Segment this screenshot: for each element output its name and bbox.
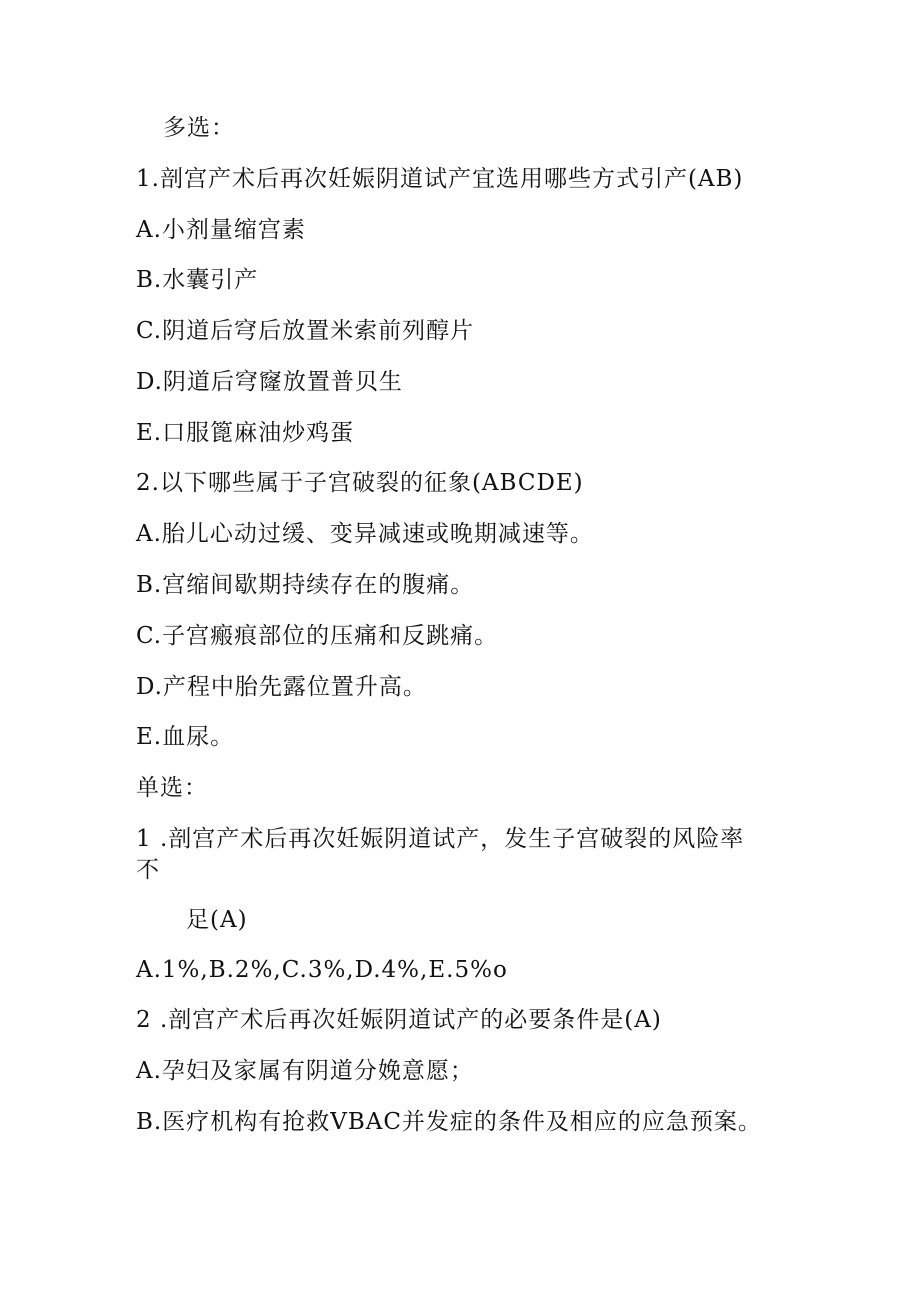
option-e: E.血尿。	[136, 724, 235, 750]
question-1-single: 1 .剖宫产术后再次妊娠阴道试产，发生子宫破裂的风险率	[136, 826, 745, 852]
option-b: B.宫缩间歇期持续存在的腹痛。	[136, 572, 475, 598]
question-2-single: 2 .剖宫产术后再次妊娠阴道试产的必要条件是(A)	[136, 1007, 662, 1033]
question-1-single-answer: 足(A)	[186, 907, 248, 933]
option-a: A.小剂量缩宫素	[136, 217, 306, 243]
option-b: B.医疗机构有抢救VBAC并发症的条件及相应的应急预案。	[136, 1109, 762, 1135]
option-c: C.子宫瘢痕部位的压痛和反跳痛。	[136, 623, 499, 649]
option-list: A.1%,B.2%,C.3%,D.4%,E.5%o	[136, 957, 508, 983]
option-a: A.孕妇及家属有阴道分娩意愿；	[136, 1058, 474, 1084]
option-d: D.产程中胎先露位置升高。	[136, 674, 427, 700]
option-e: E.口服篦麻油炒鸡蛋	[136, 420, 355, 446]
question-1-single-wrap: 不	[136, 857, 160, 883]
question-2-multiple: 2.以下哪些属于子宫破裂的征象(ABCDE)	[136, 470, 584, 496]
question-1-multiple: 1.剖宫产术后再次妊娠阴道试产宜选用哪些方式引产(AB)	[136, 166, 744, 192]
option-d: D.阴道后穹窿放置普贝生	[136, 369, 403, 395]
option-a: A.胎儿心动过缓、变异减速或晚期减速等。	[136, 521, 594, 547]
section-heading-single-choice: 单选：	[136, 775, 208, 801]
option-b: B.水囊引产	[136, 267, 259, 293]
section-heading-multiple-choice: 多选：	[163, 115, 235, 141]
option-c: C.阴道后穹后放置米索前列醇片	[136, 318, 475, 344]
